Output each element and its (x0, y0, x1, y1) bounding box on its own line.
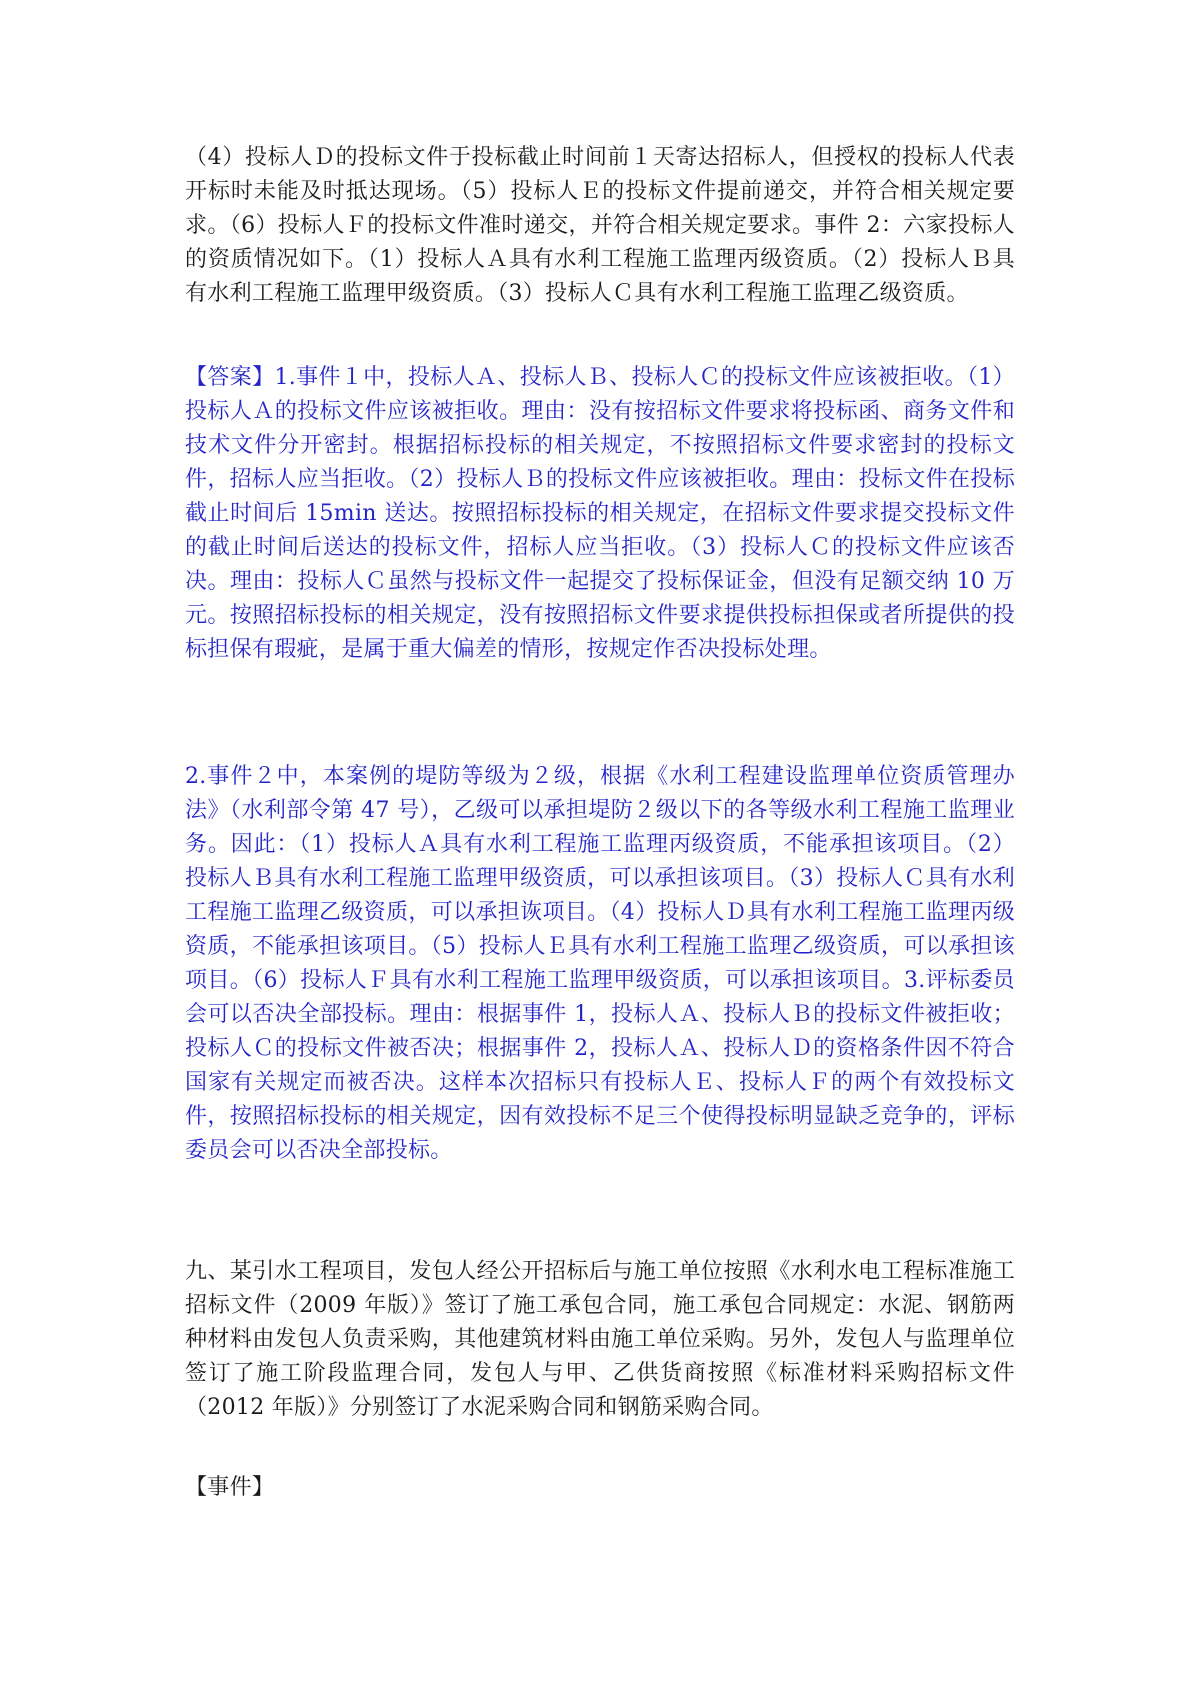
answer-paragraph-1: 【答案】1.事件１中，投标人Ａ、投标人Ｂ、投标人Ｃ的投标文件应该被拒收。（1）投标人Ａ的投标文件应该被拒收。理由：没有按招标文件要求将投标函、商务文件和技术文件分开密封。根据招标投标的相关规定，不按照招标文件要求密封的投标文件，招标人应当拒收。（2）投标人Ｂ的投标文件应该被拒收。理由：投标文件在投标截止时间后 15min 送达。按照招标投标的相关规定，在招标文件要求提交投标文件的截止时间后送达的投标文件，招标人应当拒收。（3）投标人Ｃ的投标文件应该否决。理由：投标人Ｃ虽然与投标文件一起提交了投标保证金，但没有足额交纳 10 万元。按照招标投标的相关规定，没有按照招标文件要求提供投标担保或者所提供的投标担保有瑕疵，是属于重大偏差的情形，按规定作否决投标处理。 (185, 365, 1015, 662)
intro-paragraph: （4）投标人Ｄ的投标文件于投标截止时间前１天寄达招标人，但授权的投标人代表开标时未能及时抵达现场。（5）投标人Ｅ的投标文件提前递交，并符合相关规定要求。（6）投标人Ｆ的投标文件准时递交，并符合相关规定要求。事件 2：六家投标人的资质情况如下。（1）投标人Ａ具有水利工程施工监理丙级资质。（2）投标人Ｂ具有水利工程施工监理甲级资质。（3）投标人Ｃ具有水利工程施工监理乙级资质。 (185, 145, 1015, 306)
question-9-paragraph: 九、某引水工程项目，发包人经公开招标后与施工单位按照《水利水电工程标准施工招标文件（2009 年版）》签订了施工承包合同，施工承包合同规定：水泥、钢筋两种材料由发包人负责采购，其他建筑材料由施工单位采购。另外，发包人与监理单位签订了施工阶段监理合同，发包人与甲、乙供货商按照《标准材料采购招标文件（2012 年版）》分别签订了水泥采购合同和钢筋采购合同。 (185, 1259, 1015, 1420)
event-heading: 【事件】 (185, 1475, 275, 1500)
answer-paragraph-2: 2.事件２中，本案例的堤防等级为２级，根据《水利工程建设监理单位资质管理办法》（水利部令第 47 号），乙级可以承担堤防２级以下的各等级水利工程施工监理业务。因此：（1）投标人Ａ具有水利工程施工监理丙级资质，不能承担该项目。（2）投标人Ｂ具有水利工程施工监理甲级资质，可以承担该项目。（3）投标人Ｃ具有水利工程施工监理乙级资质，可以承担诙项目。（4）投标人Ｄ具有水利工程施工监理丙级资质，不能承担该项目。（5）投标人Ｅ具有水利工程施工监理乙级资质，可以承担该项目。（6）投标人Ｆ具有水利工程施工监理甲级资质，可以承担该项目。3.评标委员会可以否决全部投标。理由：根据事件 1，投标人Ａ、投标人Ｂ的投标文件被拒收；投标人Ｃ的投标文件被否决；根据事件 2，投标人Ａ、投标人Ｄ的资格条件因不符合国家有关规定而被否决。这样本次招标只有投标人Ｅ、投标人Ｆ的两个有效投标文件，按照招标投标的相关规定，因有效投标不足三个使得投标明显缺乏竞争的，评标委员会可以否决全部投标。 (185, 764, 1015, 1163)
